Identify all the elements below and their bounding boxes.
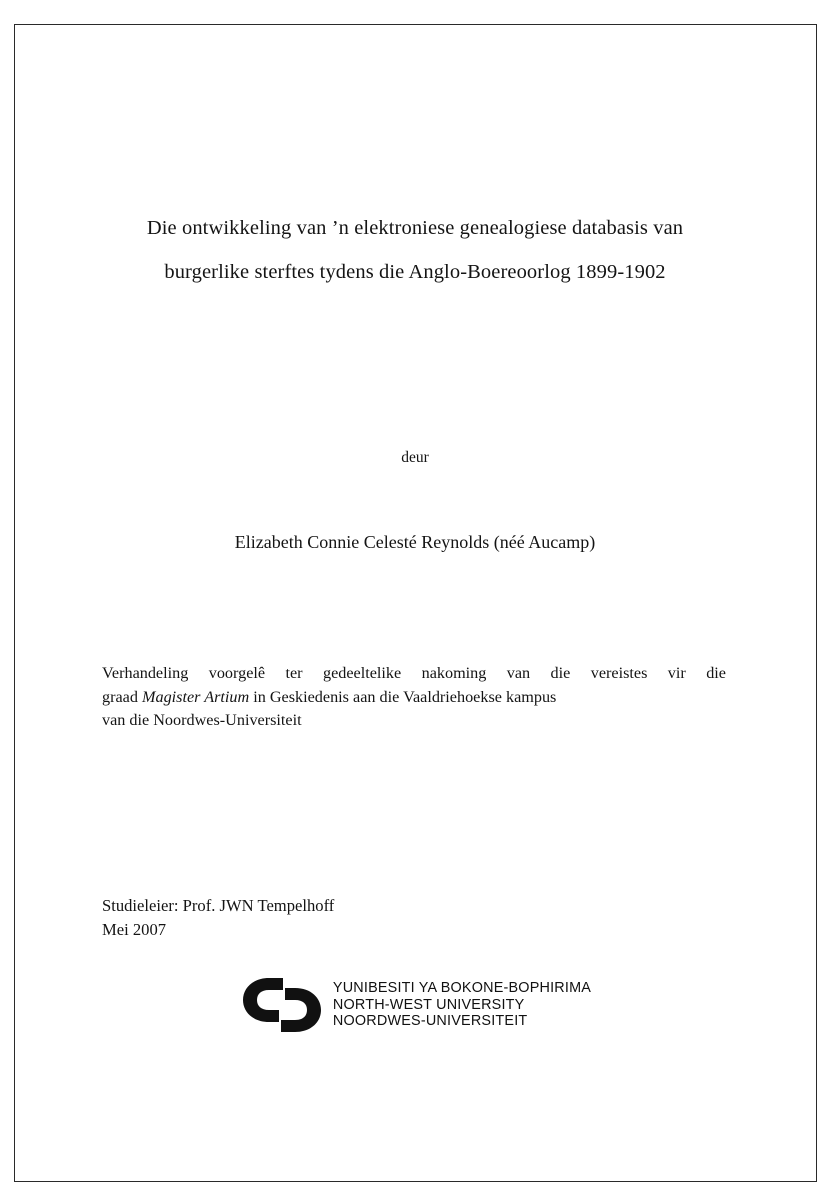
logo-line-3: NOORDWES-UNIVERSITEIT (332, 1013, 528, 1030)
title-line-2: burgerlike sterftes tydens die Anglo-Boereoorlog 1899-1902 (164, 261, 666, 283)
degree-statement-line-2-post: in Geskiedenis aan die Vaaldriehoekse kampus (249, 687, 557, 706)
byline-label: deur (401, 449, 429, 466)
degree-statement (102, 662, 726, 733)
degree-name: Magister Artium (142, 687, 250, 706)
university-logo (100, 974, 730, 1036)
logo-line-2: NORTH-WEST UNIVERSITY (332, 996, 525, 1013)
nwu-logo-icon (239, 974, 325, 1036)
degree-statement-line-2-pre: graad (102, 687, 142, 706)
supervisor-line: Studieleier: Prof. JWN Tempelhoff (102, 896, 335, 915)
university-logo-text (333, 980, 591, 1029)
author-name: Elizabeth Connie Celesté Reynolds (néé Aucamp) (234, 532, 596, 552)
supervisor-block (102, 894, 726, 942)
page-title (100, 206, 730, 294)
logo-line-1: YUNIBESITI YA BOKONE-BOPHIRIMA (332, 980, 592, 997)
degree-statement-line-2 (102, 686, 726, 710)
title-line-1: Die ontwikkeling van ’n elektroniese genealogiese databasis van (146, 217, 684, 239)
submission-date: Mei 2007 (102, 920, 167, 939)
degree-statement-line-3: van die Noordwes-Universiteit (102, 711, 302, 729)
degree-statement-line-1: Verhandeling voorgelê ter gedeeltelike nakoming van die vereistes vir die (102, 664, 726, 682)
title-page-content (100, 24, 730, 1182)
